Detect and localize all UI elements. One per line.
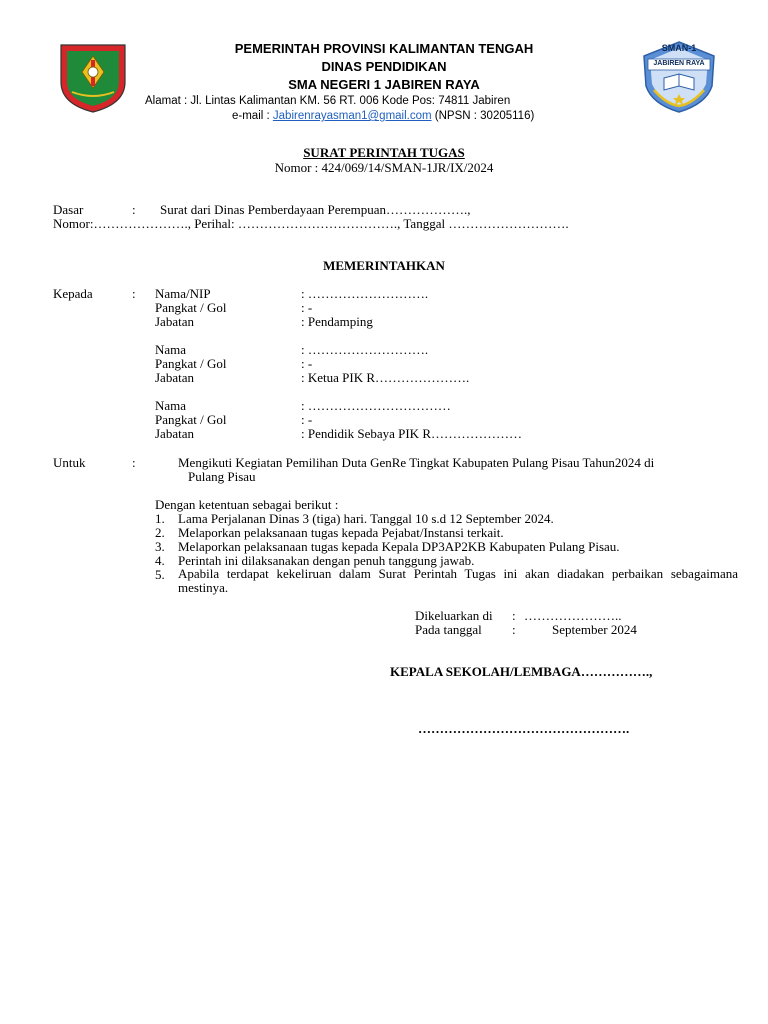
ketentuan-num-2: 2. [155, 525, 165, 540]
person-2-value-1: : ………………………. [301, 342, 429, 357]
person-3-label-3: Jabatan [155, 426, 194, 441]
document-number: Nomor : 424/069/14/SMAN-1JR/IX/2024 [274, 160, 494, 175]
person-3-value-3: : Pendidik Sebaya PIK R………………… [301, 426, 522, 441]
ketentuan-text-5: Apabila terdapat kekeliruan dalam Surat Perintah Tugas ini akan diadakan perbaikan sebagaimana mestinya. [178, 566, 738, 595]
dasar-text-line-2: Nomor:…………………., Perihal: ………………………………., Tanggal ………………………. [53, 216, 569, 231]
person-3-label-1: Nama [155, 398, 187, 413]
issued-place-colon: : [512, 608, 516, 623]
person-2-value-2: : - [301, 356, 313, 371]
kepada-colon: : [132, 286, 136, 301]
issued-date-value: September 2024 [552, 622, 637, 637]
npsn: (NPSN : 30205116) [431, 110, 535, 122]
person-2-label-1: Nama [155, 342, 187, 357]
dasar-label: Dasar [53, 202, 84, 217]
dasar-text-line-1: Surat dari Dinas Pemberdayaan Perempuan………………., [160, 202, 471, 217]
person-3-value-1: : …………………………… [301, 398, 451, 413]
school-logo-band-text: JABIREN RAYA [653, 60, 705, 67]
untuk-colon: : [132, 455, 136, 470]
person-1-label-1: Nama/NIP [155, 286, 211, 301]
person-1-value-2: : - [301, 300, 313, 315]
untuk-label: Untuk [53, 455, 86, 470]
letterhead-line-3: SMA NEGERI 1 JABIREN RAYA [288, 77, 480, 92]
memerintahkan-heading: MEMERINTAHKAN [323, 258, 445, 273]
dasar-colon: : [132, 202, 136, 217]
school-logo-top-text: SMAN-1 [661, 43, 697, 53]
person-1-label-3: Jabatan [155, 314, 194, 329]
person-2-value-3: : Ketua PIK R…………………. [301, 370, 470, 385]
letterhead-line-2: DINAS PENDIDIKAN [321, 59, 447, 74]
email-prefix: e-mail : [232, 110, 273, 122]
ketentuan-text-4: Perintah ini dilaksanakan dengan penuh tanggung jawab. [178, 553, 475, 568]
signatory-name-line: …………………………………………. [418, 721, 630, 736]
issued-date-colon: : [512, 622, 516, 637]
letterhead-email-line [232, 110, 534, 122]
person-1-label-2: Pangkat / Gol [155, 300, 227, 315]
letterhead-address: Alamat : Jl. Lintas Kalimantan KM. 56 RT. 006 Kode Pos: 74811 Jabiren [145, 95, 511, 107]
issued-place-label: Dikeluarkan di [415, 608, 493, 623]
ketentuan-intro: Dengan ketentuan sebagai berikut : [155, 497, 339, 512]
ketentuan-text-3: Melaporkan pelaksanaan tugas kepada Kepala DP3AP2KB Kabupaten Pulang Pisau. [178, 539, 620, 554]
person-1-value-1: : ………………………. [301, 286, 429, 301]
person-1-value-3: : Pendamping [301, 314, 373, 329]
person-2-label-2: Pangkat / Gol [155, 356, 227, 371]
ketentuan-num-3: 3. [155, 539, 165, 554]
issued-date-label: Pada tanggal [415, 622, 482, 637]
email-link[interactable]: Jabirenrayasman1@gmail.com [272, 110, 432, 122]
ketentuan-text-1: Lama Perjalanan Dinas 3 (tiga) hari. Tanggal 10 s.d 12 September 2024. [178, 511, 554, 526]
ketentuan-num-4: 4. [155, 553, 165, 568]
person-2-label-3: Jabatan [155, 370, 194, 385]
kepada-label: Kepada [53, 286, 93, 301]
untuk-text-line-2: Pulang Pisau [188, 469, 256, 484]
issued-place-value: ………………….. [524, 608, 622, 623]
ketentuan-text-2: Melaporkan pelaksanaan tugas kepada Pejabat/Instansi terkait. [178, 525, 504, 540]
person-3-value-2: : - [301, 412, 313, 427]
document-title: SURAT PERINTAH TUGAS [303, 145, 465, 160]
person-3-label-2: Pangkat / Gol [155, 412, 227, 427]
signatory-title: KEPALA SEKOLAH/LEMBAGA……………., [390, 664, 653, 679]
untuk-text-line-1: Mengikuti Kegiatan Pemilihan Duta GenRe Tingkat Kabupaten Pulang Pisau Tahun2024 di [178, 455, 655, 470]
ketentuan-num-5: 5. [155, 567, 165, 582]
letterhead-line-1: PEMERINTAH PROVINSI KALIMANTAN TENGAH [234, 41, 534, 56]
ketentuan-num-1: 1. [155, 511, 165, 526]
